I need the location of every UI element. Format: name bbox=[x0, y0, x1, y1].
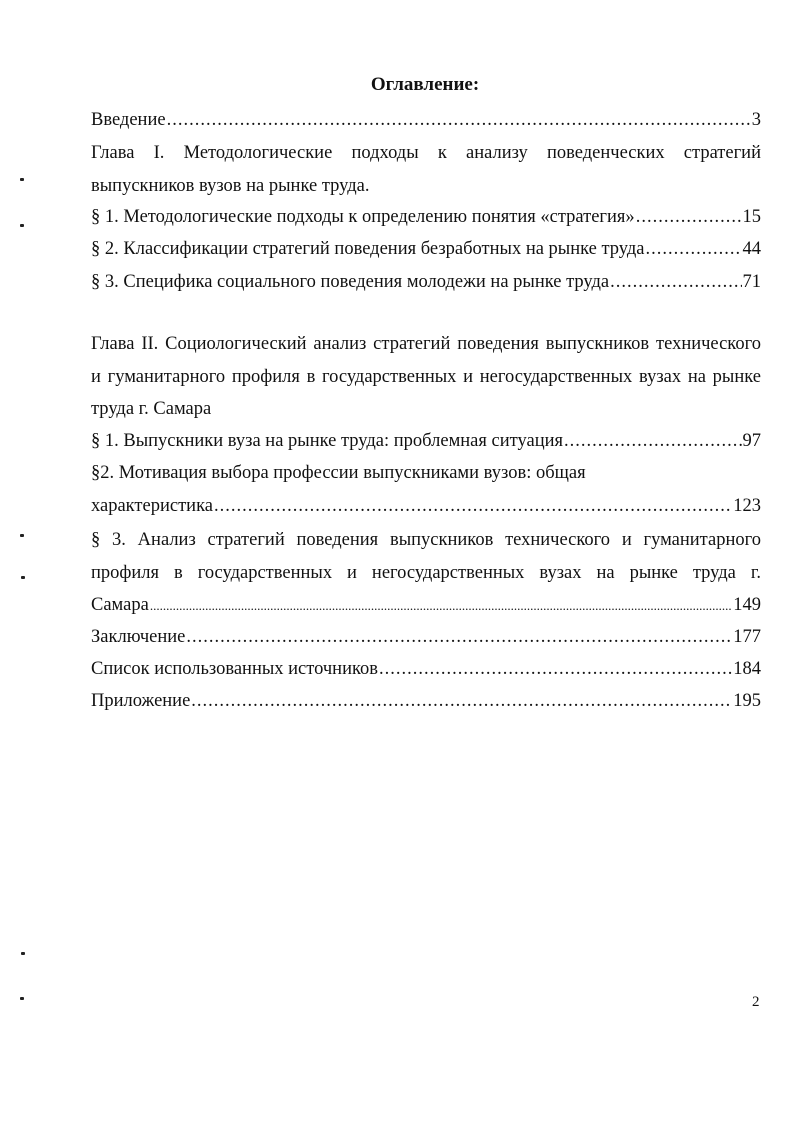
toc-chapter2-heading-line1[interactable]: Глава II. Социологический анализ стратегий поведения выпускников технического bbox=[91, 334, 761, 354]
page-title: Оглавление: bbox=[370, 74, 480, 95]
toc-entry-ch1-s2[interactable] bbox=[91, 237, 761, 261]
toc-entry-label: § 1. Выпускники вуза на рынке труда: проблемная ситуация bbox=[91, 431, 564, 451]
scan-mark bbox=[20, 224, 24, 227]
toc-entry-ch2-s1[interactable] bbox=[91, 429, 761, 453]
toc-leader-dots bbox=[564, 429, 741, 453]
toc-entry-label: § 2. Классификации стратегий поведения безработных на рынке труда bbox=[91, 239, 645, 259]
toc-entry-ch1-s3[interactable] bbox=[91, 270, 761, 294]
toc-entry-page: 97 bbox=[742, 431, 761, 451]
toc-leader-dots bbox=[167, 108, 751, 132]
toc-entry-appendix[interactable] bbox=[91, 689, 761, 713]
toc-entry-label: § 3. Специфика социального поведения молодежи на рынке труда bbox=[91, 272, 610, 292]
toc-entry-page: 177 bbox=[733, 627, 761, 647]
toc-entry-conclusion[interactable] bbox=[91, 625, 761, 649]
toc-leader-dots bbox=[636, 205, 742, 229]
toc-chapter2-heading-line3[interactable]: труда г. Самара bbox=[91, 399, 212, 419]
toc-entry-page: 195 bbox=[733, 691, 761, 711]
toc-entry-intro[interactable] bbox=[91, 108, 761, 132]
toc-entry-ch2-s2-line1[interactable]: §2. Мотивация выбора профессии выпускниками вузов: общая bbox=[91, 463, 586, 483]
toc-leader-dots bbox=[610, 270, 741, 294]
toc-entry-ch2-s3-line1[interactable]: § 3. Анализ стратегий поведения выпускников технического и гуманитарного bbox=[91, 530, 761, 550]
toc-entry-label: Введение bbox=[91, 110, 166, 130]
toc-entry-label: характеристика bbox=[91, 496, 213, 516]
toc-entry-page: 15 bbox=[742, 207, 761, 227]
toc-entry-page: 44 bbox=[742, 239, 761, 259]
toc-leader-dots bbox=[379, 657, 732, 681]
toc-entry-ch2-s3[interactable] bbox=[91, 593, 761, 618]
toc-entry-page: 149 bbox=[733, 595, 761, 615]
toc-leader-dots bbox=[150, 594, 732, 618]
toc-entry-label: Заключение bbox=[91, 627, 186, 647]
toc-entry-sources[interactable] bbox=[91, 657, 761, 681]
scan-mark bbox=[20, 534, 24, 537]
toc-chapter2-heading-line2[interactable]: и гуманитарного профиля в государственных и негосударственных вузах на рынке bbox=[91, 367, 761, 387]
toc-entry-label: § 1. Методологические подходы к определению понятия «стратегия» bbox=[91, 207, 635, 227]
toc-entry-label: Самара bbox=[91, 595, 149, 615]
toc-entry-ch2-s2[interactable] bbox=[91, 494, 761, 518]
toc-leader-dots bbox=[646, 237, 742, 261]
toc-leader-dots bbox=[191, 689, 732, 713]
scan-mark bbox=[20, 178, 24, 181]
toc-leader-dots bbox=[186, 625, 732, 649]
toc-entry-label: Приложение bbox=[91, 691, 191, 711]
toc-entry-page: 184 bbox=[733, 659, 761, 679]
toc-entry-page: 71 bbox=[742, 272, 761, 292]
toc-chapter1-heading-line2[interactable]: выпускников вузов на рынке труда. bbox=[91, 176, 370, 196]
toc-entry-page: 123 bbox=[733, 496, 761, 516]
page-number: 2 bbox=[752, 994, 760, 1010]
toc-entry-ch1-s1[interactable] bbox=[91, 205, 761, 229]
toc-entry-ch2-s3-line2[interactable]: профиля в государственных и негосударственных вузах на рынке труда г. bbox=[91, 563, 761, 583]
scan-mark bbox=[20, 997, 24, 1000]
toc-entry-page: 3 bbox=[751, 110, 761, 130]
scan-mark bbox=[21, 952, 25, 955]
toc-leader-dots bbox=[214, 494, 732, 518]
scan-mark bbox=[21, 576, 25, 579]
toc-entry-label: Список использованных источников bbox=[91, 659, 379, 679]
toc-chapter1-heading-line1[interactable]: Глава I. Методологические подходы к анализу поведенческих стратегий bbox=[91, 143, 761, 163]
